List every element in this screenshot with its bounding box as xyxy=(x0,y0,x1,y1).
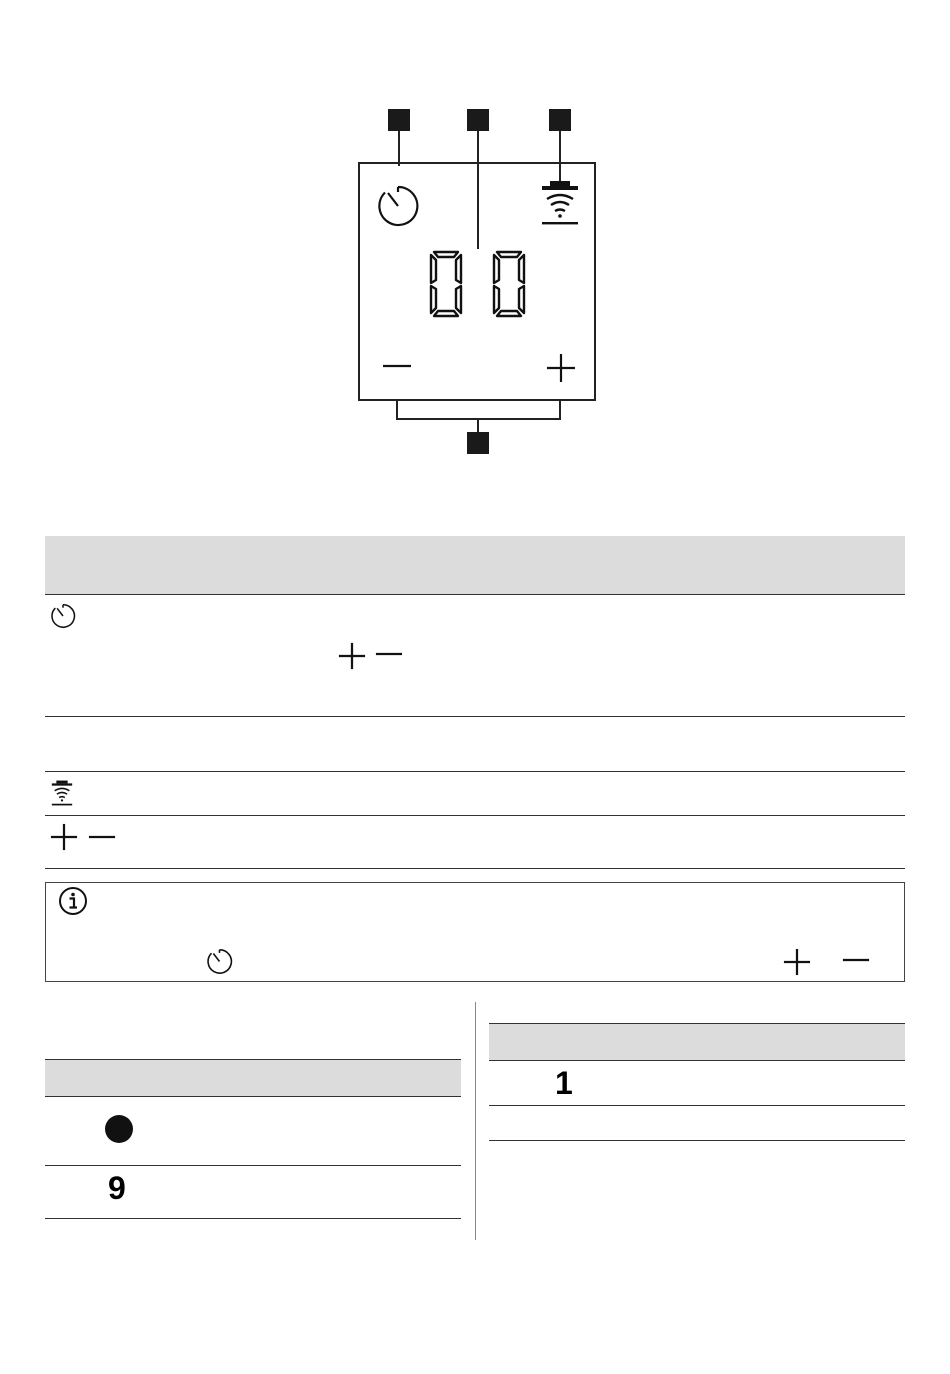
table-header xyxy=(489,1023,905,1060)
minus-icon xyxy=(842,950,870,970)
column-divider xyxy=(475,1002,476,1240)
table-header xyxy=(45,536,905,594)
timer-icon xyxy=(50,603,76,629)
table-rule xyxy=(45,716,905,717)
level-symbol: 1 xyxy=(555,1065,573,1101)
table-rule xyxy=(45,594,905,595)
table-rule xyxy=(45,815,905,816)
table-rule xyxy=(489,1060,905,1061)
table-rule xyxy=(45,868,905,869)
filled-dot-icon xyxy=(104,1114,134,1144)
info-icon xyxy=(58,886,88,916)
plus-icon xyxy=(783,948,811,976)
hob-hood-connection-icon xyxy=(50,780,74,806)
plus-icon xyxy=(338,642,366,670)
table-rule xyxy=(45,1218,461,1219)
table-rule xyxy=(489,1105,905,1106)
table-rule xyxy=(45,1165,461,1166)
timer-icon xyxy=(206,948,233,975)
display-digits xyxy=(425,250,535,318)
leader-line-1 xyxy=(398,131,400,166)
callout-marker-3 xyxy=(549,109,571,131)
callout-marker-2 xyxy=(467,109,489,131)
table-rule xyxy=(489,1023,905,1024)
leader-line-4d xyxy=(477,418,479,433)
callout-marker-4 xyxy=(467,432,489,454)
table-header xyxy=(45,1059,461,1096)
minus-icon[interactable] xyxy=(382,356,412,376)
minus-icon xyxy=(375,644,403,664)
table-rule xyxy=(45,1059,461,1060)
timer-icon[interactable] xyxy=(376,184,420,228)
plus-icon xyxy=(50,823,78,851)
level-symbol: 9 xyxy=(108,1170,126,1206)
info-note xyxy=(45,882,905,982)
table-rule xyxy=(489,1140,905,1141)
table-rule xyxy=(45,1096,461,1097)
plus-icon[interactable] xyxy=(546,353,576,383)
hob-hood-connection-icon[interactable] xyxy=(540,180,580,226)
table-rule xyxy=(45,771,905,772)
callout-marker-1 xyxy=(388,109,410,131)
minus-icon xyxy=(88,827,116,847)
